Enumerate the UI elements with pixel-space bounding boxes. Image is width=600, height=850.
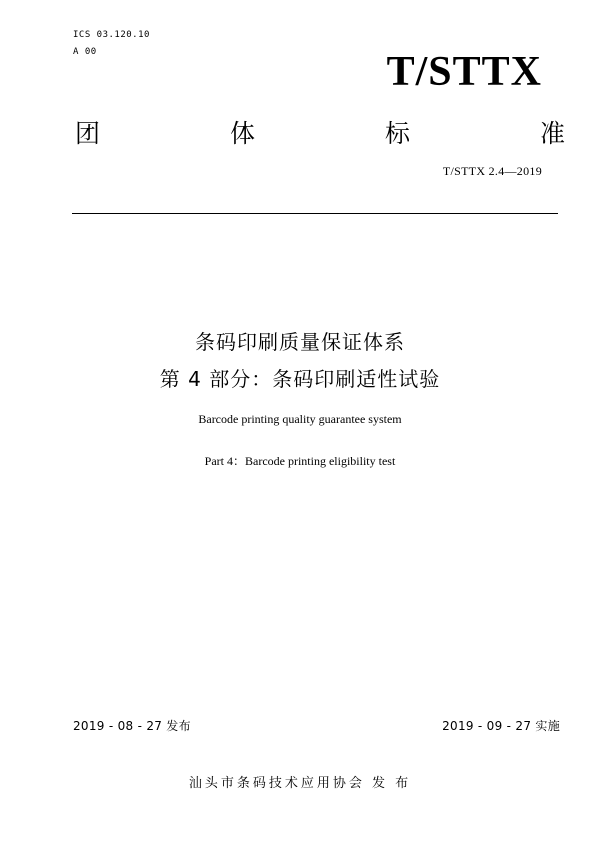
category-char-3: 标 (384, 119, 410, 148)
standard-logo: T/STTX (386, 49, 542, 95)
title-english-line-2: Part 4：Barcode printing eligibility test (204, 454, 396, 468)
category-char-4: 准 (539, 119, 565, 148)
header-divider (72, 213, 558, 214)
category-char-1: 团 (75, 119, 101, 148)
publisher: 汕头市条码技术应用协会 发 布 (188, 776, 412, 791)
ccs-code: A 00 (73, 47, 97, 57)
title-chinese-line-1: 条码印刷质量保证体系 (195, 330, 405, 354)
standard-category (75, 114, 565, 150)
title-chinese-line-2: 第 4 部分：条码印刷适性试验 (159, 367, 441, 391)
implementation-date: 2019 - 09 - 27 实施 (442, 719, 560, 733)
issue-date: 2019 - 08 - 27 发布 (73, 719, 191, 733)
title-english-line-1: Barcode printing quality guarantee system (198, 412, 402, 426)
ics-code: ICS 03.120.10 (73, 30, 150, 40)
category-char-2: 体 (229, 119, 255, 148)
standard-number: T/STTX 2.4—2019 (442, 164, 542, 178)
